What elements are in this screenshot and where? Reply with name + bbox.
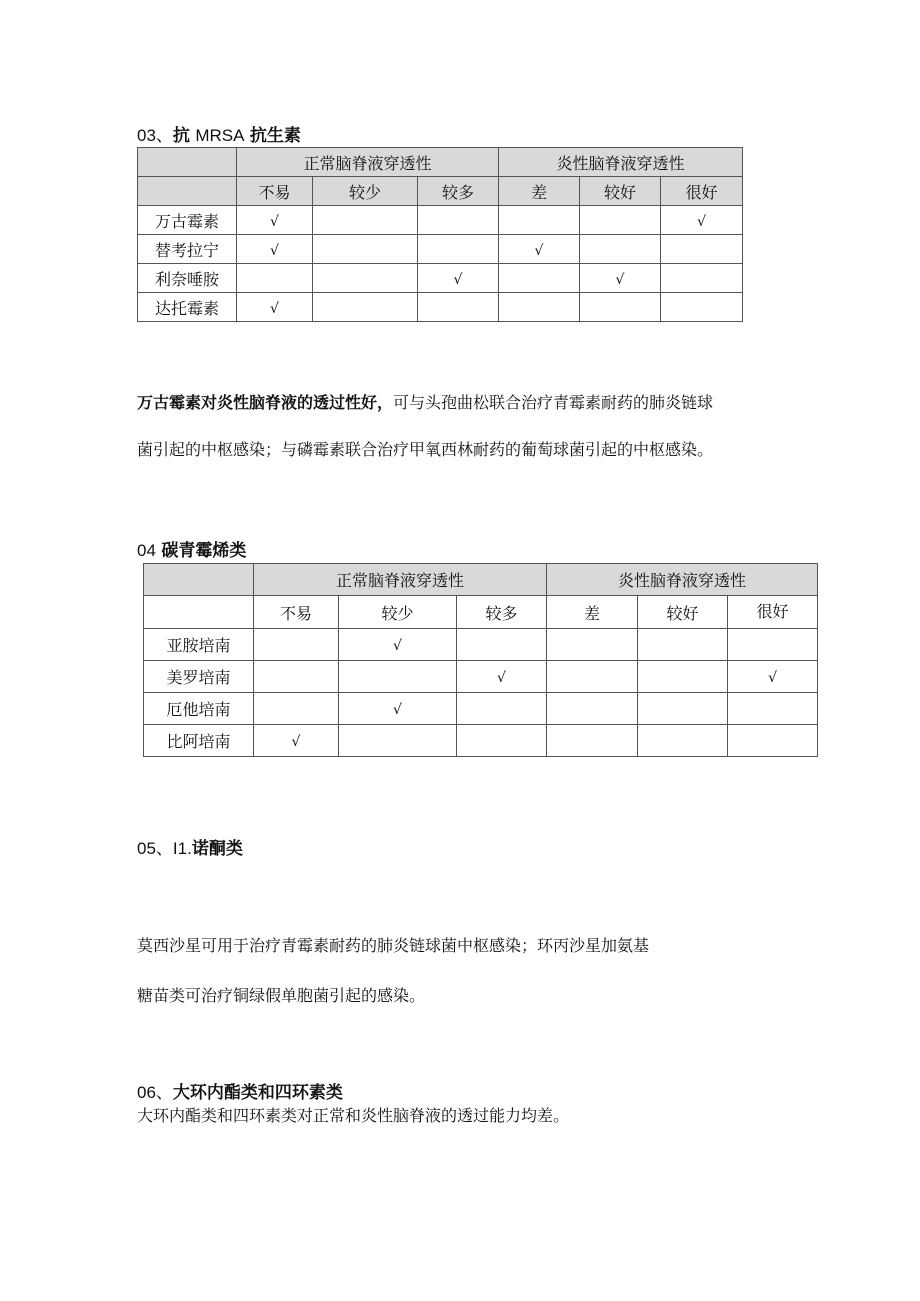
- table-cell: [580, 264, 661, 293]
- table-cell: [728, 661, 818, 693]
- table-cell: [237, 206, 313, 235]
- table-row: [144, 693, 818, 725]
- table-cell: [499, 293, 580, 322]
- check-mark-icon: √: [270, 242, 279, 259]
- check-mark-icon: √: [768, 670, 777, 686]
- table-cell: [254, 661, 339, 693]
- table-row: [138, 264, 743, 293]
- check-mark-icon: √: [270, 213, 279, 230]
- drug-name-cell: 美罗培南: [144, 661, 254, 693]
- table-cell: [638, 629, 728, 661]
- table-cell: [237, 264, 313, 293]
- drug-name-cell: 比阿培南: [144, 725, 254, 757]
- table-cell: [254, 629, 339, 661]
- column-header: 差: [547, 596, 638, 629]
- drug-name-cell: 亚胺培南: [144, 629, 254, 661]
- section-05-number: 05、: [137, 839, 173, 858]
- section-03-heading: [137, 126, 301, 146]
- section-04-heading: [137, 541, 246, 561]
- table-cell: [499, 206, 580, 235]
- table-corner: [138, 148, 237, 177]
- table-cell: [339, 693, 457, 725]
- check-mark-icon: √: [393, 702, 402, 718]
- section-05-paragraph-line-1: 莫西沙星可用于治疗青霉素耐药的肺炎链球菌中枢感染；环丙沙星加氨基: [137, 936, 650, 955]
- table-row: [138, 235, 743, 264]
- table-cell: [313, 206, 418, 235]
- group-header-normal: 正常脑脊液穿透性: [237, 148, 499, 177]
- column-header: 很好: [661, 177, 743, 206]
- check-mark-icon: √: [291, 734, 301, 750]
- table-cell: [254, 693, 339, 725]
- table-corner: [144, 564, 254, 596]
- section-03-title-prefix: 抗: [172, 126, 190, 146]
- table-cell: [339, 661, 457, 693]
- column-header: 较少: [339, 596, 457, 629]
- carbapenem-table: [143, 563, 818, 757]
- table-cell: [547, 661, 638, 693]
- table-corner: [138, 177, 237, 206]
- table-cell: [580, 206, 661, 235]
- table-cell: [339, 725, 457, 757]
- column-header: 较少: [313, 177, 418, 206]
- group-header-inflamed: 炎性脑脊液穿透性: [547, 564, 818, 596]
- table-cell: [499, 235, 580, 264]
- drug-name-cell: 厄他培南: [144, 693, 254, 725]
- table-cell: [580, 293, 661, 322]
- table-cell: [313, 264, 418, 293]
- table-cell: [313, 293, 418, 322]
- table-cell: [457, 661, 547, 693]
- section-06-paragraph: 大环内酯类和四环素类对正常和炎性脑脊液的透过能力均差。: [137, 1106, 570, 1125]
- check-mark-icon: √: [393, 638, 402, 654]
- table-row: [144, 629, 818, 661]
- column-header: 较多: [457, 596, 547, 629]
- table-cell: [661, 235, 743, 264]
- table-cell: [547, 725, 638, 757]
- check-mark-icon: √: [270, 300, 279, 317]
- section-06-heading: [137, 1083, 343, 1103]
- table-cell: [728, 725, 818, 757]
- column-header: 较好: [580, 177, 661, 206]
- section-06-number: 06、: [137, 1083, 173, 1102]
- section-05-paragraph-line-2: 糖苗类可治疗铜绿假单胞菌引起的感染。: [137, 986, 426, 1005]
- table-cell: [638, 693, 728, 725]
- table-cell: [418, 293, 499, 322]
- table-cell: [339, 629, 457, 661]
- column-header: 不易: [254, 596, 339, 629]
- mrsa-antibiotic-table: [137, 147, 743, 322]
- section-05-heading: [137, 839, 243, 859]
- section-03-number: 03、: [137, 126, 173, 145]
- table-cell: [237, 235, 313, 264]
- section-04-number: 04: [137, 541, 156, 560]
- column-header: 差: [499, 177, 580, 206]
- table-row: [138, 293, 743, 322]
- column-header: 较好: [638, 596, 728, 629]
- section-03-title-suffix: 抗生素: [249, 126, 301, 146]
- table-cell: [457, 629, 547, 661]
- table-cell: [418, 264, 499, 293]
- check-mark-icon: √: [497, 670, 506, 686]
- table-cell: [661, 264, 743, 293]
- table-cell: [499, 264, 580, 293]
- table-cell: [313, 235, 418, 264]
- table-cell: [547, 629, 638, 661]
- drug-name-cell: 替考拉宁: [138, 235, 237, 264]
- table-cell: [254, 725, 339, 757]
- section-03-paragraph-line-1: [137, 393, 713, 413]
- table-cell: [638, 725, 728, 757]
- table-row: [144, 725, 818, 757]
- table-cell: [638, 661, 728, 693]
- table-cell: [547, 693, 638, 725]
- section-05-title: 诺酮类: [191, 839, 243, 859]
- section-04-title: 碳青霉烯类: [161, 541, 247, 561]
- table-cell: [418, 206, 499, 235]
- check-mark-icon: √: [697, 213, 706, 230]
- table-cell: [237, 293, 313, 322]
- section-03-title-latin: MRSA: [195, 126, 245, 145]
- section-05-title-latin: I1.: [172, 839, 192, 858]
- table-cell: [728, 693, 818, 725]
- drug-name-cell: 万古霉素: [138, 206, 237, 235]
- table-cell: [661, 293, 743, 322]
- check-mark-icon: √: [534, 242, 544, 259]
- paragraph-bold-lead: 万古霉素对炎性脑脊液的透过性好，: [137, 393, 394, 412]
- column-header: 很好: [728, 596, 818, 629]
- check-mark-icon: √: [453, 271, 463, 288]
- check-mark-icon: √: [615, 271, 625, 288]
- column-header: 不易: [237, 177, 313, 206]
- drug-name-cell: 达托霉素: [138, 293, 237, 322]
- table-row: [144, 661, 818, 693]
- column-header: 较多: [418, 177, 499, 206]
- table-cell: [457, 693, 547, 725]
- table-corner: [144, 596, 254, 629]
- table-cell: [580, 235, 661, 264]
- table-cell: [728, 629, 818, 661]
- paragraph-text: 可与头孢曲松联合治疗青霉素耐药的肺炎链球: [393, 393, 714, 412]
- drug-name-cell: 利奈唾胺: [138, 264, 237, 293]
- table-cell: [661, 206, 743, 235]
- section-03-paragraph-line-2: 菌引起的中枢感染；与磷霉素联合治疗甲氧西林耐药的葡萄球菌引起的中枢感染。: [137, 440, 714, 459]
- table-cell: [418, 235, 499, 264]
- group-header-inflamed: 炎性脑脊液穿透性: [499, 148, 743, 177]
- section-06-title: 大环内酯类和四环素类: [172, 1083, 343, 1103]
- group-header-normal: 正常脑脊液穿透性: [254, 564, 547, 596]
- table-cell: [457, 725, 547, 757]
- table-row: [138, 206, 743, 235]
